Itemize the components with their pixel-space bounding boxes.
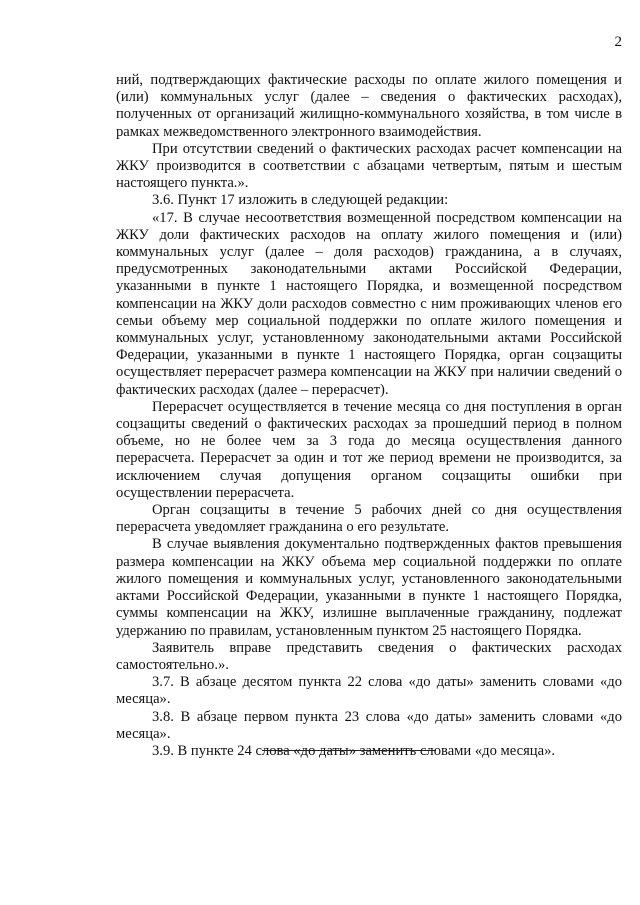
paragraph-3-7: 3.7. В абзаце десятом пункта 22 слова «до даты» заменить словами «до месяца».	[116, 674, 622, 708]
paragraph-3-8: 3.8. В абзаце первом пункта 23 слова «до даты» заменить словами «до месяца».	[116, 708, 622, 742]
paragraph-no-actual-expenses: При отсутствии сведений о фактических расходах расчет компенсации на ЖКУ производится в соответствии с абзацами четвертым, пятым и шестым настоящего пункта.».	[116, 140, 622, 192]
paragraph-continuation: ний, подтверждающих фактические расходы по оплате жилого помещения и (или) коммунальных услуг (далее – сведения о фактических расходах), полученных от организаций жилищно-коммунального хозяйства, в том числе в рамках межведомственного электронного взаимодействия.	[116, 72, 622, 140]
page-number: 2	[614, 34, 622, 50]
paragraph-3-6: 3.6. Пункт 17 изложить в следующей редакции:	[152, 192, 449, 209]
document-body	[116, 72, 622, 760]
paragraph-recalculation: Перерасчет осуществляется в течение месяца со дня поступления в орган соцзащиты сведений о фактических расходах за прошедший период в полном объеме, но не более чем за 3 года до месяца осуществления данного перерасчета. Перерасчет за один и тот же период времени не производится, за исключением случая допущения органом соцзащиты ошибки при осуществлении перерасчета.	[116, 398, 622, 501]
paragraph-applicant-right: Заявитель вправе представить сведения о фактических расходах самостоятельно.».	[116, 639, 622, 673]
end-separator-line	[262, 750, 436, 751]
paragraph-overpayment: В случае выявления документально подтвержденных фактов превышения размера компенсации на ЖКУ объема мер социальной поддержки по оплате жилого помещения и коммунальных услуг, установленного законодательными актами Российской Федерации, указанными в пункте 1 настоящего Порядка, суммы компенсации на ЖКУ, излишне выплаченные гражданину, подлежат удержанию по правилам, установленным пунктом 25 настоящего Порядка.	[116, 536, 622, 639]
paragraph-3-9: 3.9. В пункте 24 слова «до даты» заменить словами «до месяца».	[152, 742, 556, 759]
paragraph-notification: Орган соцзащиты в течение 5 рабочих дней со дня осуществления перерасчета уведомляет гражданина о его результате.	[116, 502, 622, 536]
paragraph-point-17: «17. В случае несоответствия возмещенной посредством компенсации на ЖКУ доли фактических расходов на оплату жилого помещения и (или) коммунальных услуг (далее – доля расходов) гражданина, а в случаях, предусмотренных законодательными актами Российской Федерации, указанными в пункте 1 настоящего Порядка, и возмещенной посредством компенсации на ЖКУ доли расходов совместно с ним проживающих членов его семьи объему мер социальной поддержки по оплате жилого помещения и коммунальных услуг, установленному законодательными актами Российской Федерации, указанными в пункте 1 настоящего Порядка, орган соцзащиты осуществляет перерасчет размера компенсации на ЖКУ при наличии сведений о фактических расходах (далее – перерасчет).	[116, 209, 622, 398]
